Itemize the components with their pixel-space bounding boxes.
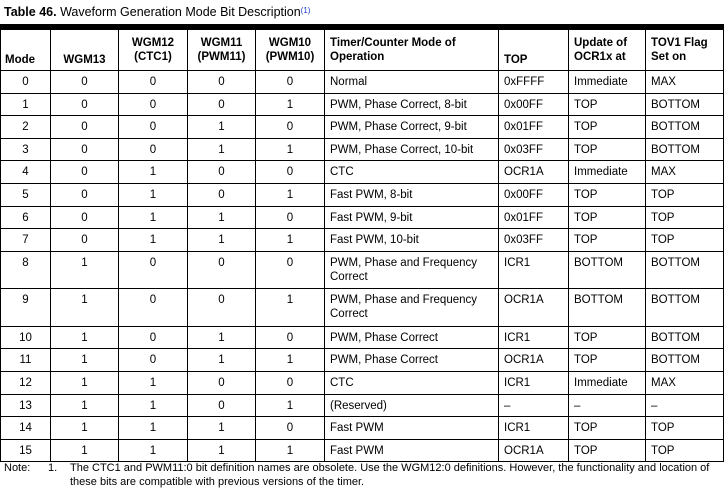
cell-operation: PWM, Phase Correct, 10-bit: [325, 138, 499, 161]
cell-wgm10: 1: [256, 138, 325, 161]
table-row: [1, 417, 724, 440]
cell-wgm13: 1: [51, 417, 119, 440]
cell-top: ICR1: [499, 371, 569, 394]
col-header-operation: Timer/Counter Mode of Operation: [325, 30, 499, 71]
cell-update: TOP: [569, 138, 646, 161]
cell-tov1: BOTTOM: [646, 251, 724, 289]
cell-wgm13: 1: [51, 326, 119, 349]
table-row: [1, 71, 724, 94]
col-header-top: TOP: [499, 30, 569, 71]
cell-operation: PWM, Phase and Frequency Correct: [325, 289, 499, 327]
cell-wgm12: 0: [119, 251, 188, 289]
cell-tov1: BOTTOM: [646, 138, 724, 161]
cell-wgm13: 1: [51, 371, 119, 394]
cell-wgm12: 1: [119, 183, 188, 206]
cell-wgm10: 0: [256, 371, 325, 394]
cell-top: 0x03FF: [499, 138, 569, 161]
cell-mode: 3: [1, 138, 51, 161]
cell-wgm10: 1: [256, 289, 325, 327]
cell-tov1: BOTTOM: [646, 326, 724, 349]
cell-top: OCR1A: [499, 289, 569, 327]
cell-tov1: TOP: [646, 417, 724, 440]
cell-tov1: BOTTOM: [646, 93, 724, 116]
cell-mode: 12: [1, 371, 51, 394]
cell-top: 0x01FF: [499, 206, 569, 229]
cell-wgm13: 1: [51, 289, 119, 327]
cell-wgm10: 0: [256, 326, 325, 349]
note-text: The CTC1 and PWM11:0 bit definition names are obsolete. Use the WGM12:0 definitions. However, the functionality and location of these bits are compatible with previous versions of the timer.: [70, 462, 710, 488]
cell-wgm12: 1: [119, 229, 188, 252]
cell-wgm10: 0: [256, 417, 325, 440]
cell-wgm13: 1: [51, 349, 119, 372]
cell-tov1: TOP: [646, 229, 724, 252]
cell-update: BOTTOM: [569, 289, 646, 327]
cell-mode: 1: [1, 93, 51, 116]
cell-mode: 9: [1, 289, 51, 327]
cell-update: TOP: [569, 417, 646, 440]
cell-mode: 7: [1, 229, 51, 252]
cell-operation: (Reserved): [325, 394, 499, 417]
table-row: [1, 138, 724, 161]
table-row: [1, 93, 724, 116]
cell-operation: Fast PWM: [325, 417, 499, 440]
cell-top: 0x00FF: [499, 183, 569, 206]
cell-wgm10: 1: [256, 183, 325, 206]
cell-wgm13: 1: [51, 251, 119, 289]
table-row: [1, 183, 724, 206]
cell-wgm12: 1: [119, 206, 188, 229]
cell-top: ICR1: [499, 326, 569, 349]
cell-tov1: BOTTOM: [646, 289, 724, 327]
cell-top: 0x00FF: [499, 93, 569, 116]
table-row: [1, 326, 724, 349]
cell-update: Immediate: [569, 71, 646, 94]
cell-wgm13: 0: [51, 93, 119, 116]
cell-tov1: BOTTOM: [646, 116, 724, 139]
table-row: [1, 251, 724, 289]
table-row: [1, 394, 724, 417]
cell-top: OCR1A: [499, 161, 569, 184]
cell-operation: PWM, Phase Correct, 9-bit: [325, 116, 499, 139]
cell-wgm11: 1: [188, 439, 256, 462]
cell-wgm13: 0: [51, 183, 119, 206]
cell-update: –: [569, 394, 646, 417]
cell-top: 0xFFFF: [499, 71, 569, 94]
cell-wgm11: 1: [188, 417, 256, 440]
cell-mode: 13: [1, 394, 51, 417]
cell-wgm12: 1: [119, 161, 188, 184]
cell-update: BOTTOM: [569, 251, 646, 289]
cell-tov1: –: [646, 394, 724, 417]
note-number: 1.: [48, 462, 58, 474]
header-row: [1, 30, 724, 71]
cell-update: TOP: [569, 206, 646, 229]
cell-mode: 5: [1, 183, 51, 206]
cell-wgm11: 1: [188, 349, 256, 372]
cell-wgm13: 0: [51, 161, 119, 184]
cell-operation: PWM, Phase and Frequency Correct: [325, 251, 499, 289]
cell-update: TOP: [569, 326, 646, 349]
cell-wgm11: 1: [188, 138, 256, 161]
cell-wgm12: 1: [119, 439, 188, 462]
cell-operation: CTC: [325, 161, 499, 184]
col-header-mode: Mode: [1, 30, 51, 71]
cell-top: OCR1A: [499, 439, 569, 462]
cell-wgm11: 1: [188, 326, 256, 349]
table-title: Waveform Generation Mode Bit Description: [60, 5, 301, 19]
cell-wgm11: 0: [188, 251, 256, 289]
cell-top: 0x01FF: [499, 116, 569, 139]
cell-tov1: MAX: [646, 161, 724, 184]
cell-tov1: MAX: [646, 371, 724, 394]
table-row: [1, 439, 724, 462]
cell-wgm13: 1: [51, 439, 119, 462]
cell-operation: Fast PWM, 8-bit: [325, 183, 499, 206]
cell-wgm10: 1: [256, 349, 325, 372]
cell-mode: 11: [1, 349, 51, 372]
cell-wgm10: 0: [256, 251, 325, 289]
cell-wgm13: 0: [51, 138, 119, 161]
cell-top: OCR1A: [499, 349, 569, 372]
cell-top: 0x03FF: [499, 229, 569, 252]
cell-wgm10: 0: [256, 116, 325, 139]
table-row: [1, 371, 724, 394]
note-label: Note:: [4, 462, 31, 474]
cell-wgm12: 0: [119, 349, 188, 372]
table-caption: [4, 4, 310, 20]
cell-wgm10: 1: [256, 229, 325, 252]
cell-operation: Fast PWM, 10-bit: [325, 229, 499, 252]
cell-wgm11: 1: [188, 116, 256, 139]
cell-mode: 10: [1, 326, 51, 349]
col-header-wgm13: WGM13: [51, 30, 119, 71]
cell-wgm12: 0: [119, 93, 188, 116]
table-row: [1, 206, 724, 229]
cell-wgm12: 0: [119, 138, 188, 161]
cell-tov1: MAX: [646, 71, 724, 94]
cell-wgm11: 1: [188, 229, 256, 252]
table-row: [1, 229, 724, 252]
cell-operation: PWM, Phase Correct: [325, 326, 499, 349]
col-header-wgm12: WGM12 (CTC1): [119, 30, 188, 71]
cell-top: ICR1: [499, 251, 569, 289]
cell-operation: Fast PWM: [325, 439, 499, 462]
cell-wgm11: 0: [188, 394, 256, 417]
cell-wgm12: 0: [119, 116, 188, 139]
footnote-link[interactable]: (1): [300, 6, 311, 15]
cell-wgm10: 1: [256, 93, 325, 116]
cell-wgm11: 1: [188, 206, 256, 229]
cell-tov1: TOP: [646, 183, 724, 206]
cell-wgm10: 1: [256, 439, 325, 462]
table-label: Table 46.: [4, 5, 57, 19]
cell-top: ICR1: [499, 417, 569, 440]
cell-wgm12: 1: [119, 417, 188, 440]
cell-wgm11: 0: [188, 289, 256, 327]
cell-wgm10: 1: [256, 394, 325, 417]
cell-operation: PWM, Phase Correct, 8-bit: [325, 93, 499, 116]
cell-mode: 0: [1, 71, 51, 94]
cell-update: TOP: [569, 183, 646, 206]
cell-update: TOP: [569, 439, 646, 462]
cell-wgm12: 0: [119, 71, 188, 94]
cell-tov1: TOP: [646, 439, 724, 462]
cell-operation: Fast PWM, 9-bit: [325, 206, 499, 229]
cell-update: Immediate: [569, 161, 646, 184]
cell-update: TOP: [569, 229, 646, 252]
col-header-wgm10: WGM10 (PWM10): [256, 30, 325, 71]
cell-update: TOP: [569, 349, 646, 372]
cell-wgm11: 0: [188, 71, 256, 94]
table-row: [1, 161, 724, 184]
cell-wgm11: 0: [188, 183, 256, 206]
cell-tov1: BOTTOM: [646, 349, 724, 372]
cell-update: TOP: [569, 93, 646, 116]
cell-mode: 8: [1, 251, 51, 289]
cell-wgm13: 0: [51, 116, 119, 139]
cell-mode: 14: [1, 417, 51, 440]
cell-tov1: TOP: [646, 206, 724, 229]
cell-update: TOP: [569, 116, 646, 139]
col-header-tov1: TOV1 Flag Set on: [646, 30, 724, 71]
cell-wgm12: 1: [119, 371, 188, 394]
cell-operation: CTC: [325, 371, 499, 394]
cell-top: –: [499, 394, 569, 417]
cell-operation: PWM, Phase Correct: [325, 349, 499, 372]
cell-update: Immediate: [569, 371, 646, 394]
cell-operation: Normal: [325, 71, 499, 94]
cell-wgm13: 1: [51, 394, 119, 417]
cell-wgm11: 0: [188, 371, 256, 394]
table-body: [1, 71, 724, 462]
cell-wgm13: 0: [51, 229, 119, 252]
table-row: [1, 116, 724, 139]
cell-wgm10: 0: [256, 71, 325, 94]
waveform-mode-table: [0, 29, 724, 462]
cell-wgm10: 0: [256, 161, 325, 184]
col-header-update: Update of OCR1x at: [569, 30, 646, 71]
cell-wgm13: 0: [51, 206, 119, 229]
cell-wgm12: 0: [119, 289, 188, 327]
cell-wgm11: 0: [188, 93, 256, 116]
cell-wgm12: 1: [119, 394, 188, 417]
table-row: [1, 349, 724, 372]
cell-mode: 6: [1, 206, 51, 229]
cell-wgm12: 0: [119, 326, 188, 349]
cell-wgm11: 0: [188, 161, 256, 184]
table-row: [1, 289, 724, 327]
cell-mode: 4: [1, 161, 51, 184]
cell-mode: 2: [1, 116, 51, 139]
cell-wgm13: 0: [51, 71, 119, 94]
cell-wgm10: 0: [256, 206, 325, 229]
cell-mode: 15: [1, 439, 51, 462]
col-header-wgm11: WGM11 (PWM11): [188, 30, 256, 71]
